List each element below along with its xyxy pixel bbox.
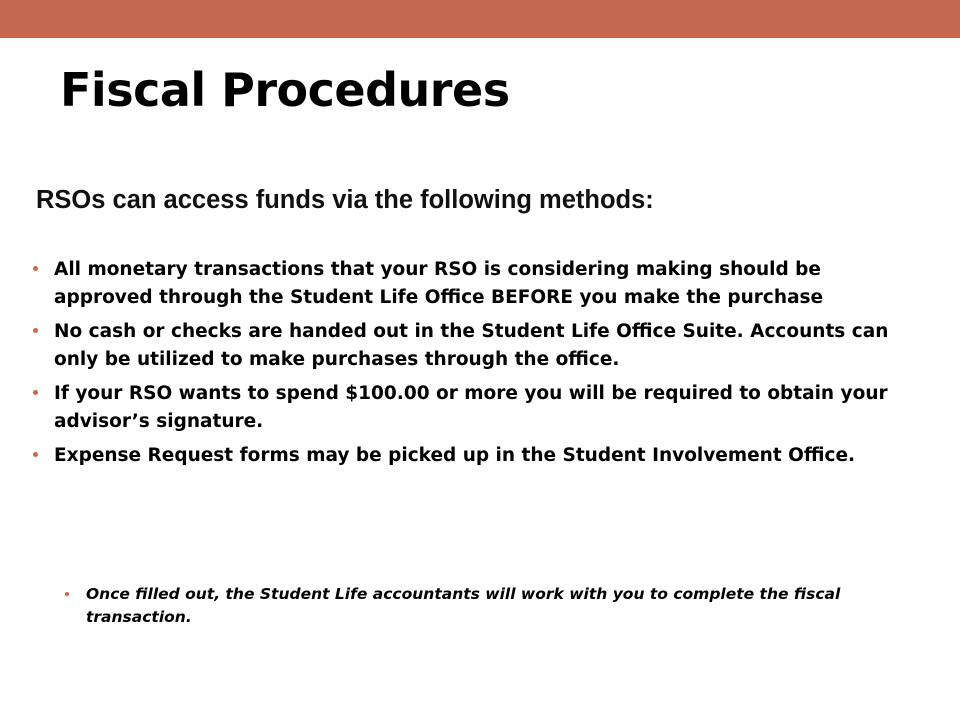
bullet-text: Expense Request forms may be picked up in the Student Involvement Office. (54, 445, 856, 466)
bullet-dot-icon (33, 266, 38, 271)
bullet-dot-icon (65, 592, 69, 596)
bullet-text: No cash or checks are handed out in the Student Life Office Suite. Accounts can only be utilized to make purchases through the office. (54, 321, 889, 370)
bullet-dot-icon (33, 452, 38, 457)
bullet-dot-icon (33, 390, 38, 395)
bullet-item (32, 442, 912, 470)
bullet-dot-icon (33, 328, 38, 333)
sub-bullet-item (64, 583, 946, 629)
slide-title: Fiscal Procedures (60, 63, 510, 117)
bullet-item (32, 318, 912, 374)
bullet-text: All monetary transactions that your RSO is considering making should be approved through the Student Life Office BEFORE you make the purchase (54, 259, 824, 308)
slide-subtitle: RSOs can access funds via the following methods: (36, 186, 654, 214)
accent-bar (0, 0, 960, 38)
bullet-list (32, 256, 912, 476)
sub-bullet-text: Once filled out, the Student Life accountants will work with you to complete the fiscal transaction. (86, 585, 841, 626)
bullet-item (32, 380, 912, 436)
bullet-item (32, 256, 912, 312)
bullet-text: If your RSO wants to spend $100.00 or more you will be required to obtain your advisor’s signature. (54, 383, 888, 432)
